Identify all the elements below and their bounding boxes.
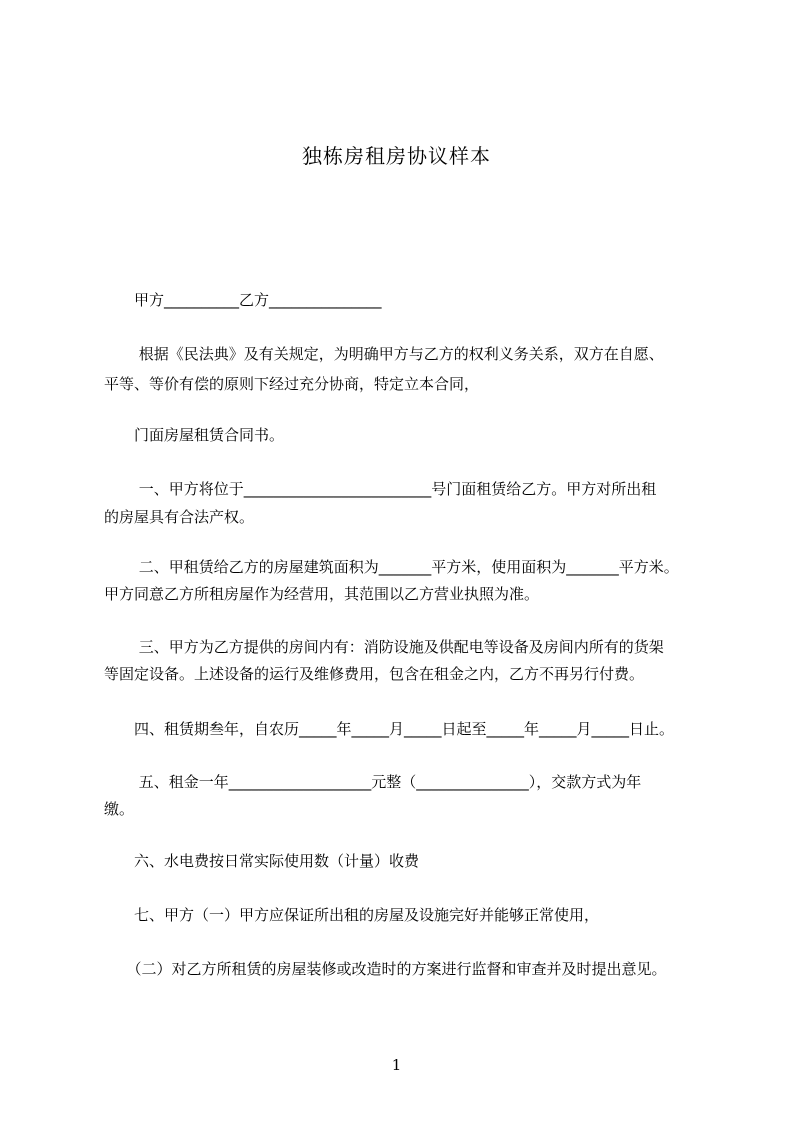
document-title: 独栋房租房协议样本 [302,144,491,168]
clause-7-subitem-line: （二）对乙方所租赁的房屋装修或改造时的方案进行监督和审查并及时提出意见。 [104,960,667,978]
clause-2-line: 甲方同意乙方所租房屋作为经营用，其范围以乙方营业执照为准。 [104,585,540,603]
clause-3-line: 三、甲方为乙方提供的房间内有：消防设施及供配电等设备及房间内所有的货架 [104,638,664,656]
clause-6-line: 六、水电费按日常实际使用数（计量）收费 [104,852,420,870]
clause-7-line: 七、甲方（一）甲方应保证所出租的房屋及设施完好并能够正常使用， [104,906,600,924]
paragraph-line: 门面房屋租赁合同书。 [104,426,285,444]
clause-5-line: 五、租金一年___________________元整（_______________），交款方式为年 [104,773,642,791]
paragraph-line: 根据《民法典》及有关规定，为明确甲方与乙方的权利义务关系，双方在自愿、 [104,345,664,363]
clause-2-line: 二、甲租赁给乙方的房屋建筑面积为_______平方米，使用面积为_______平方米。 [104,558,679,576]
party-line: 甲方__________乙方_______________ [104,291,382,309]
clause-3-line: 等固定设备。上述设备的运行及维修费用，包含在租金之内，乙方不再另行付费。 [104,665,645,683]
paragraph-line: 平等、等价有偿的原则下经过充分协商，特定立本合同， [104,375,480,393]
clause-1-line: 的房屋具有合法产权。 [104,508,255,526]
clause-5-line: 缴。 [104,800,135,818]
page-number: 1 [391,1056,402,1074]
clause-4-line: 四、租赁期叁年，自农历_____年_____月_____日起至_____年_____月_____日止。 [104,720,675,738]
clause-1-line: 一、甲方将位于_________________________号门面租赁给乙方。甲方对所出租 [104,480,657,498]
